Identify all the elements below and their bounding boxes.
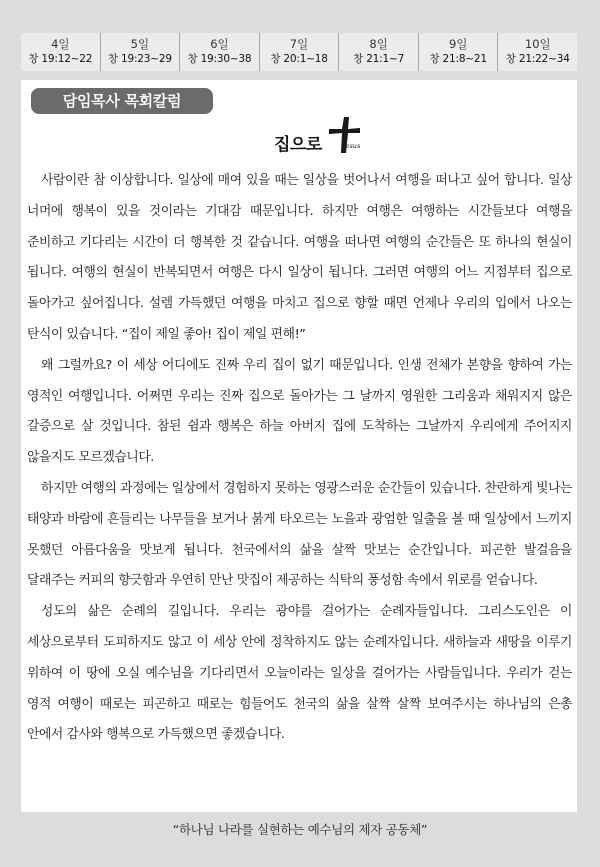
schedule-day-label: 6일 (210, 37, 229, 51)
column-paragraph: 하지만 여행의 과정에는 일상에서 경험하지 못하는 영광스러운 순간들이 있습니다. 찬란하게 빛나는 태양과 바람에 흔들리는 나무들을 보거나 붉게 타오르는 노을과 광엄한 일출을 볼 때 일상에서 느끼지 못했던 아름다움을 맛보게 됩니다. 천국에서의 삶을 살짝 맛보는 순간입니다. 피곤한 발걸음을 달래주는 커피의 향긋함과 우연히 만난 맛집이 제공하는 식탁의 풍성함 속에서 위로를 얻습니다. (27, 480, 572, 589)
schedule-reading: 창 21:1~7 (353, 53, 405, 65)
schedule-reading: 창 21:8~21 (429, 53, 487, 65)
schedule-day (100, 33, 180, 71)
column-body (27, 166, 572, 751)
schedule-day-label: 7일 (289, 37, 309, 51)
schedule-day (259, 33, 339, 71)
schedule-day (21, 33, 100, 71)
schedule-day-label: 8일 (369, 37, 388, 51)
schedule-day (179, 33, 259, 71)
schedule-day (418, 33, 498, 71)
church-motto: “하나님 나라를 실현하는 예수님의 제자 공동체” (172, 822, 428, 837)
column-paragraph: 성도의 삶은 순례의 길입니다. 우리는 광야를 걸어가는 순례자들입니다. 그리스도인은 이 세상으로부터 도피하지도 않고 이 세상 안에 정착하지도 않는 순례자입니다. 새하늘과 새땅을 이루기 위하여 이 땅에 오실 예수님을 기다리면서 오늘이라는 일상을 걸어가는 사람들입니다. 우리가 걷는 영적 여행이 때로는 피곤하고 때로는 힘들어도 천국의 삶을 살짝 살짝 보여주시는 하나님의 은총 안에서 감사와 행복으로 가득했으면 좋겠습니다. (27, 604, 572, 743)
schedule-day-label: 10일 (524, 37, 551, 51)
schedule-day-label: 4일 (51, 37, 70, 51)
column-title: 집으로 (274, 135, 322, 155)
cross-logo-text: Jesus (343, 142, 361, 150)
schedule-day (497, 33, 577, 71)
reading-schedule (21, 33, 577, 71)
column-paragraph: 왜 그럴까요? 이 세상 어디에도 진짜 우리 집이 없기 때문입니다. 인생 전체가 본향을 향하여 가는 영적인 여행입니다. 어쩌면 우리는 진짜 집으로 돌아가는 그 날까지 영원한 그리움과 채워지지 않은 갈증으로 살 것입니다. 참된 쉼과 행복은 하늘 아버지 집에 도착하는 그날까지 우리에게 주어지지 않을지도 모르겠습니다. (27, 357, 572, 466)
schedule-reading: 창 21:22~34 (505, 53, 570, 65)
schedule-reading: 창 20:1~18 (270, 53, 328, 65)
schedule-day-label: 5일 (130, 37, 150, 51)
schedule-reading: 창 19:30~38 (187, 53, 252, 65)
column-card (21, 80, 577, 812)
schedule-day (338, 33, 418, 71)
column-paragraph: 사람이란 참 이상합니다. 일상에 매여 있을 때는 일상을 벗어나서 여행을 떠나고 싶어 합니다. 일상 너머에 행복이 있을 것이라는 기대감 때문입니다. 하지만 여행은 여행하는 시간들보다 여행을 준비하고 기다리는 시간이 더 행복한 것 같습니다. 여행을 떠나면 여행의 순간들은 또 하나의 현실이 됩니다. 여행의 현실이 반복되면서 여행은 다시 일상이 됩니다. 그러면 여행의 어느 지점부터 집으로 돌아가고 싶어집니다. 설렘 가득했던 여행을 마치고 집으로 향할 때면 언제나 우리의 입에서 나오는 탄식이 있습니다. “집이 제일 좋아! 집이 제일 편해!” (27, 173, 572, 342)
schedule-reading: 창 19:23~29 (107, 53, 172, 65)
schedule-day-label: 9일 (448, 37, 468, 51)
column-title-block (21, 116, 577, 160)
schedule-reading: 창 19:12~22 (28, 53, 93, 65)
column-badge: 담임목사 목회칼럼 (31, 88, 213, 114)
